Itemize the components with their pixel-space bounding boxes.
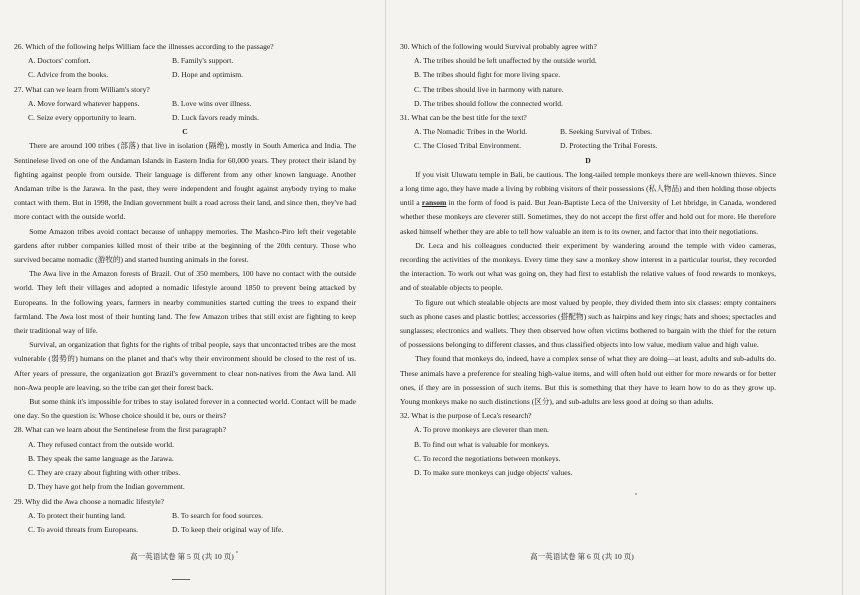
option-28a: A. They refused contact from the outside world. (28, 439, 174, 449)
page-footer-right: 高一英语试卷 第 6 页 (共 10 页) (530, 552, 634, 561)
options-29 (14, 509, 356, 523)
question-28: 28. What can we learn about the Sentinelese from the first paragraph? (14, 425, 226, 435)
option-26d: D. Hope and optimism. (172, 70, 244, 80)
stray-dot-2 (236, 551, 238, 553)
options-31-row2 (400, 139, 776, 153)
options-32 (400, 423, 776, 480)
option-30b: B. The tribes should fight for more living space. (414, 70, 561, 80)
passage-d-paragraph-2: Dr. Leca and his colleagues conducted their experiment by wandering around the temple with video cameras, recording the activities of the monkeys. Every time they saw a monkey show interest in a particular tourist, they recorded the interaction. To work out what was going on, they had first to establish the relative values of food rewards to monkeys, and of stealable objects to people. (400, 240, 776, 293)
passage-c-paragraph-1: There are around 100 tribes (部落) that live in isolation (隔绝), mostly in South America and India. The Sentinelese lived on one of the Andaman Islands in Eastern India for 60,000 years. They protect their island by fighting against people from outside. Their language is different from any other known language. Another Andaman tribe is the Jarawa. In the past, they were independent and fought against anybody trying to make contact with them. But in 1998, the Indian government built a road across their land, and since then, they've had more contact with the outside world. (14, 141, 356, 222)
underlined-word-ransom: ransom (421, 198, 447, 208)
options-26 (14, 54, 356, 68)
question-30: 30. Which of the following would Survival probably agree with? (400, 42, 597, 51)
passage-c-paragraph-3: The Awa live in the Amazon forests of Brazil. Out of 350 members, 100 have no contact with the outside world. They left their villages and adopted a nomadic lifestyle around 1850 to prevent being attacked by Europeans. In the following years, farmers in nearby communities started cutting the trees to expand their farmland. The Awa lost most of their hunting land. The few Amazon tribes that still exist are fighting to keep their traditional way of life. (14, 269, 356, 336)
option-28b: B. They speak the same language as the Jarawa. (28, 453, 174, 463)
section-c-heading: C (182, 127, 188, 137)
paragraph-1-part-a: If you visit Uluwatu temple in Bali, be cautious. The long-tailed temple monkeys there are well-known thieves. Since a long time ago, they have made a living by robbing visitors of their possessions (私人物品) and then holding those objects until a (400, 169, 776, 208)
question-31: 31. What can be the best title for the text? (400, 113, 527, 123)
section-d-heading: D (585, 155, 591, 165)
option-29a: A. To protect their hunting land. (28, 510, 126, 520)
right-page (400, 40, 776, 480)
option-30a: A. The tribes should be left unaffected by the outside world. (414, 56, 597, 66)
left-page (14, 40, 356, 537)
option-31b: B. Seeking Survival of Tribes. (560, 127, 652, 137)
options-30 (400, 54, 776, 111)
question-27: 27. What can we learn from William's story? (14, 84, 150, 94)
option-26c: C. Advice from the books. (28, 70, 109, 80)
question-32: 32. What is the purpose of Leca's research? (400, 411, 532, 421)
passage-c-paragraph-2: Some Amazon tribes avoid contact because of unhappy memories. The Mashco-Piro left their vegetable gardens after rubber companies killed most of their tribe at the beginning of the 20th century. Those who survived became nomadic (游牧的) and started hunting animals in the forest. (14, 226, 356, 265)
option-27d: D. Luck favors ready minds. (172, 113, 259, 123)
option-31a: A. The Nomadic Tribes in the World. (414, 127, 528, 137)
passage-c-paragraph-4: Survival, an organization that fights for the rights of tribal people, says that uncontacted tribes are the most vulnerable (弱势的) humans on the planet and that's why their environment should be closed to the rest of us. After years of pressure, the organization got Brazil's government to clear non-natives from the Awa land. All non-Awa people are leaving, so the tribe can get their forest back. (14, 340, 356, 392)
option-28d: D. They have got help from the Indian government. (28, 482, 185, 492)
option-32a: A. To prove monkeys are cleverer than men. (414, 425, 549, 435)
option-26a: A. Doctors' comfort. (28, 56, 91, 66)
options-31 (400, 125, 776, 139)
options-27 (14, 97, 356, 111)
page-edge-right (842, 0, 843, 595)
options-28 (14, 438, 356, 495)
option-32b: B. To find out what is valuable for monkeys. (414, 439, 550, 449)
passage-d-paragraph-4: They found that monkeys do, indeed, have a complex sense of what they are doing—at least, adults and sub-adults do. These animals have a preference for stealing high-value items, and will often hold out either for more rewards or for better ones, if they are in possession of such items. But this is something that they have to learn how to do as they grow up. Young monkeys make no such distinctions (区分), and sub-adults are less good at doing so than adults. (400, 354, 776, 407)
options-29-row2 (14, 523, 356, 537)
question-26: 26. Which of the following helps William face the illnesses according to the passage? (14, 42, 274, 51)
option-31c: C. The Closed Tribal Environment. (414, 141, 522, 151)
option-32c: C. To record the negotiations between monkeys. (414, 453, 561, 463)
question-29: 29. Why did the Awa choose a nomadic lifestyle? (14, 496, 164, 506)
stray-dot (635, 493, 637, 495)
passage-c-paragraph-5: But some think it's impossible for tribes to stay isolated forever in a connected world. Contact will be made one day. So the question is: Whose choice should it be, ours or theirs? (14, 397, 356, 421)
page-footer-left: 高一英语试卷 第 5 页 (共 10 页) (130, 552, 234, 561)
passage-d-paragraph-3: To figure out which stealable objects are most valued by people, they divided them into six classes: empty containers such as phone cases and plastic bottles; accessories (搭配物) such as hairpins and key rings; hats and shoes; spectacles and sunglasses; electronics and wallets. They then observed how often victims bothered to bargain with the thief for the return of possessions belonging to different classes, and thus classified objects into low value, medium value and high value. (400, 297, 776, 350)
paragraph-1-part-b: in the form of food is paid. But Jean-Baptiste Leca of the University of Let hbridge, in Canada, wondered whether these monkeys are cleverer still. Sometimes, they do not accept the first offer and hold out for more. He therefore asked himself whether they are able to tell how valuable an item is to its owner, and factor that into their negotiations. (400, 198, 776, 236)
options-27-row2 (14, 111, 356, 125)
option-31d: D. Protecting the Tribal Forests. (560, 141, 658, 151)
option-29b: B. To search for food sources. (172, 510, 264, 520)
page-mark (172, 579, 190, 580)
option-28c: C. They are crazy about fighting with other tribes. (28, 468, 181, 478)
option-27a: A. Move forward whatever happens. (28, 98, 140, 108)
option-30c: C. The tribes should live in harmony with nature. (414, 84, 564, 94)
passage-d-paragraph-1 (400, 168, 776, 239)
page-fold-line (385, 0, 386, 595)
option-27c: C. Seize every opportunity to learn. (28, 113, 137, 123)
option-32d: D. To make sure monkeys can judge objects' values. (414, 468, 573, 478)
option-29c: C. To avoid threats from Europeans. (28, 524, 139, 534)
option-27b: B. Love wins over illness. (172, 98, 252, 108)
options-26-row2 (14, 68, 356, 82)
option-26b: B. Family's support. (172, 56, 234, 66)
option-30d: D. The tribes should follow the connected world. (414, 98, 563, 108)
option-29d: D. To keep their original way of life. (172, 524, 284, 534)
